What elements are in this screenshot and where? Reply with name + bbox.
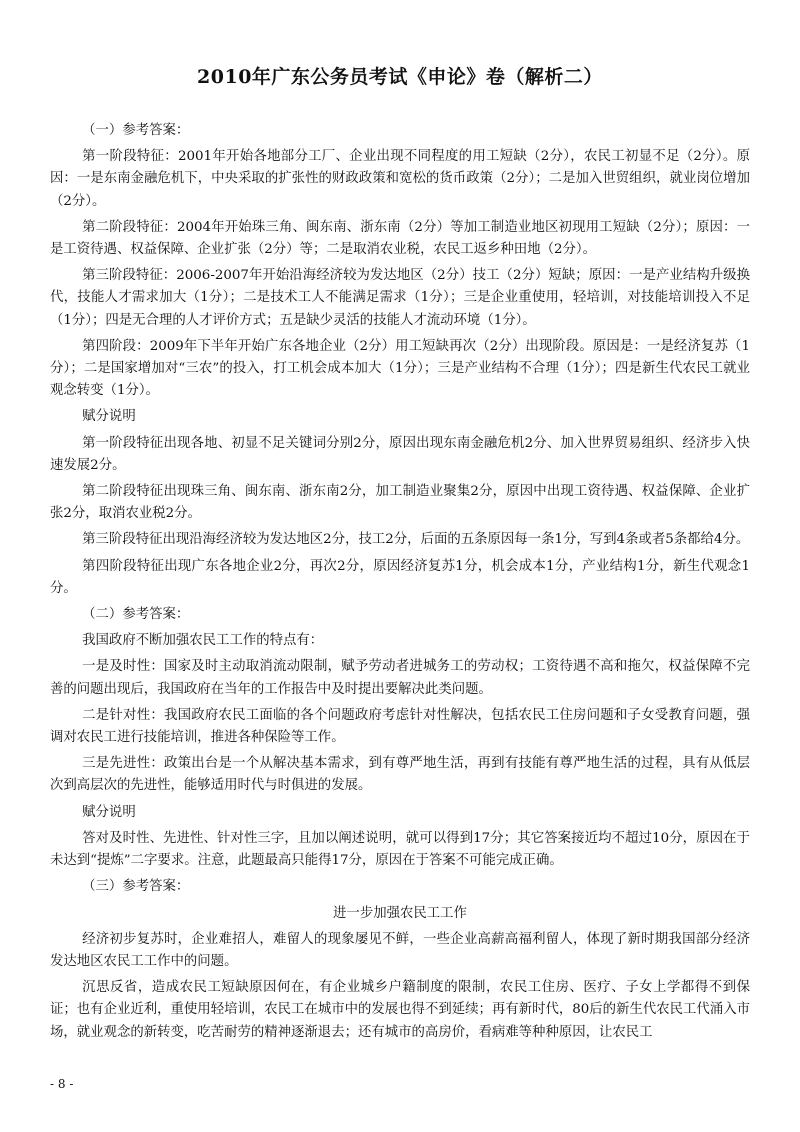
paragraph: 第四阶段特征出现广东各地企业2分，再次2分，原因经济复苏1分，机会成本1分，产业结构1分，新生代观念1分。 <box>50 558 750 596</box>
paragraph: 第四阶段：2009年下半年开始广东各地企业（2分）用工短缺再次（2分）出现阶段。原因是：一是经济复苏（1分）；二是国家增加对“三农”的投入，打工机会成本加大（1分）；三是产业结构不合理（1分）；四是新生代农民工就业观念转变（1分）。 <box>50 338 750 399</box>
page-number: - 8 - <box>50 1077 74 1091</box>
paragraph: 我国政府不断加强农民工工作的特点有： <box>82 633 324 649</box>
paragraph: 第三阶段特征：2006-2007年开始沿海经济较为发达地区（2分）技工（2分）短缺；原因：一是产业结构升级换代，技能人才需求加大（1分）；二是技术工人不能满足需求（1分）；三是企业重使用，轻培训，对技能培训投入不足（1分）；四是无合理的人才评价方式；五是缺少灵活的技能人才流动环境（1分）。 <box>50 268 750 328</box>
paragraph: 第一阶段特征：2001年开始各地部分工厂、企业出现不同程度的用工短缺（2分），农民工初显不足（2分）。原因：一是东南金融危机下，中央采取的扩张性的财政政策和宽松的货币政策（2分）；二是加入世贸组织，就业岗位增加（2分）。 <box>50 149 750 209</box>
paragraph: 三是先进性：政策出台是一个从解决基本需求，到有尊严地生活，再到有技能有尊严地生活的过程，具有从低层次到高层次的先进性，能够适用时代与时俱进的发展。 <box>50 756 750 794</box>
paragraph: 经济初步复苏时，企业难招人，难留人的现象屡见不鲜，一些企业高薪高福利留人，体现了新时期我国部分经济发达地区农民工工作中的问题。 <box>50 931 750 969</box>
document-title: 2010年广东公务员考试《申论》卷（解析二） <box>197 66 603 88</box>
scoring-heading: 赋分说明 <box>82 409 136 425</box>
section-heading-2: （二）参考答案： <box>82 607 190 623</box>
paragraph: 第一阶段特征出现各地、初显不足关键词分别2分，原因出现东南金融危机2分、加入世界贸易组织、经济步入快速发展2分。 <box>50 435 750 473</box>
paragraph: 沉思反省，造成农民工短缺原因何在，有企业城乡户籍制度的限制，农民工住房、医疗、子女上学都得不到保证；也有企业近利，重使用轻培训，农民工在城市中的发展也得不到延续；再有新时代，80后的新生代农民工代涌入市场，就业观念的新转变，吃苦耐劳的精神逐渐退去；还有城市的高房价，看病难等种种原因，让农民工 <box>50 980 750 1040</box>
paragraph: 第三阶段特征出现沿海经济较为发达地区2分，技工2分，后面的五条原因每一条1分，写到4条或者5条都给4分。 <box>82 532 750 548</box>
paragraph: 答对及时性、先进性、针对性三字，且加以阐述说明，就可以得到17分；其它答案接近均不超过10分，原因在于未达到“提炼”二字要求。注意，此题最高只能得17分，原因在于答案不可能完成正确。 <box>50 830 750 869</box>
document-body <box>50 120 750 1048</box>
essay-title: 进一步加强农民工工作 <box>333 905 467 921</box>
paragraph: 第二阶段特征：2004年开始珠三角、闽东南、浙东南（2分）等加工制造业地区初现用工短缺（2分）；原因：一是工资待遇、权益保障、企业扩张（2分）等；二是取消农业税，农民工返乡种田地（2分）。 <box>50 219 750 258</box>
section-heading-1: （一）参考答案： <box>82 123 190 138</box>
section-heading-3: （三）参考答案： <box>82 879 190 895</box>
paragraph: 第二阶段特征出现珠三角、闽东南、浙东南2分，加工制造业聚集2分，原因中出现工资待遇、权益保障、企业扩张2分，取消农业税2分。 <box>50 484 750 522</box>
paragraph: 一是及时性：国家及时主动取消流动限制，赋予劳动者进城务工的劳动权；工资待遇不高和拖欠，权益保障不完善的问题出现后，我国政府在当年的工作报告中及时提出要解决此类问题。 <box>50 659 750 697</box>
paragraph: 二是针对性：我国政府农民工面临的各个问题政府考虑针对性解决，包括农民工住房问题和子女受教育问题，强调对农民工进行技能培训，推进各种保险等工作。 <box>50 707 750 746</box>
scoring-heading: 赋分说明 <box>82 804 136 820</box>
